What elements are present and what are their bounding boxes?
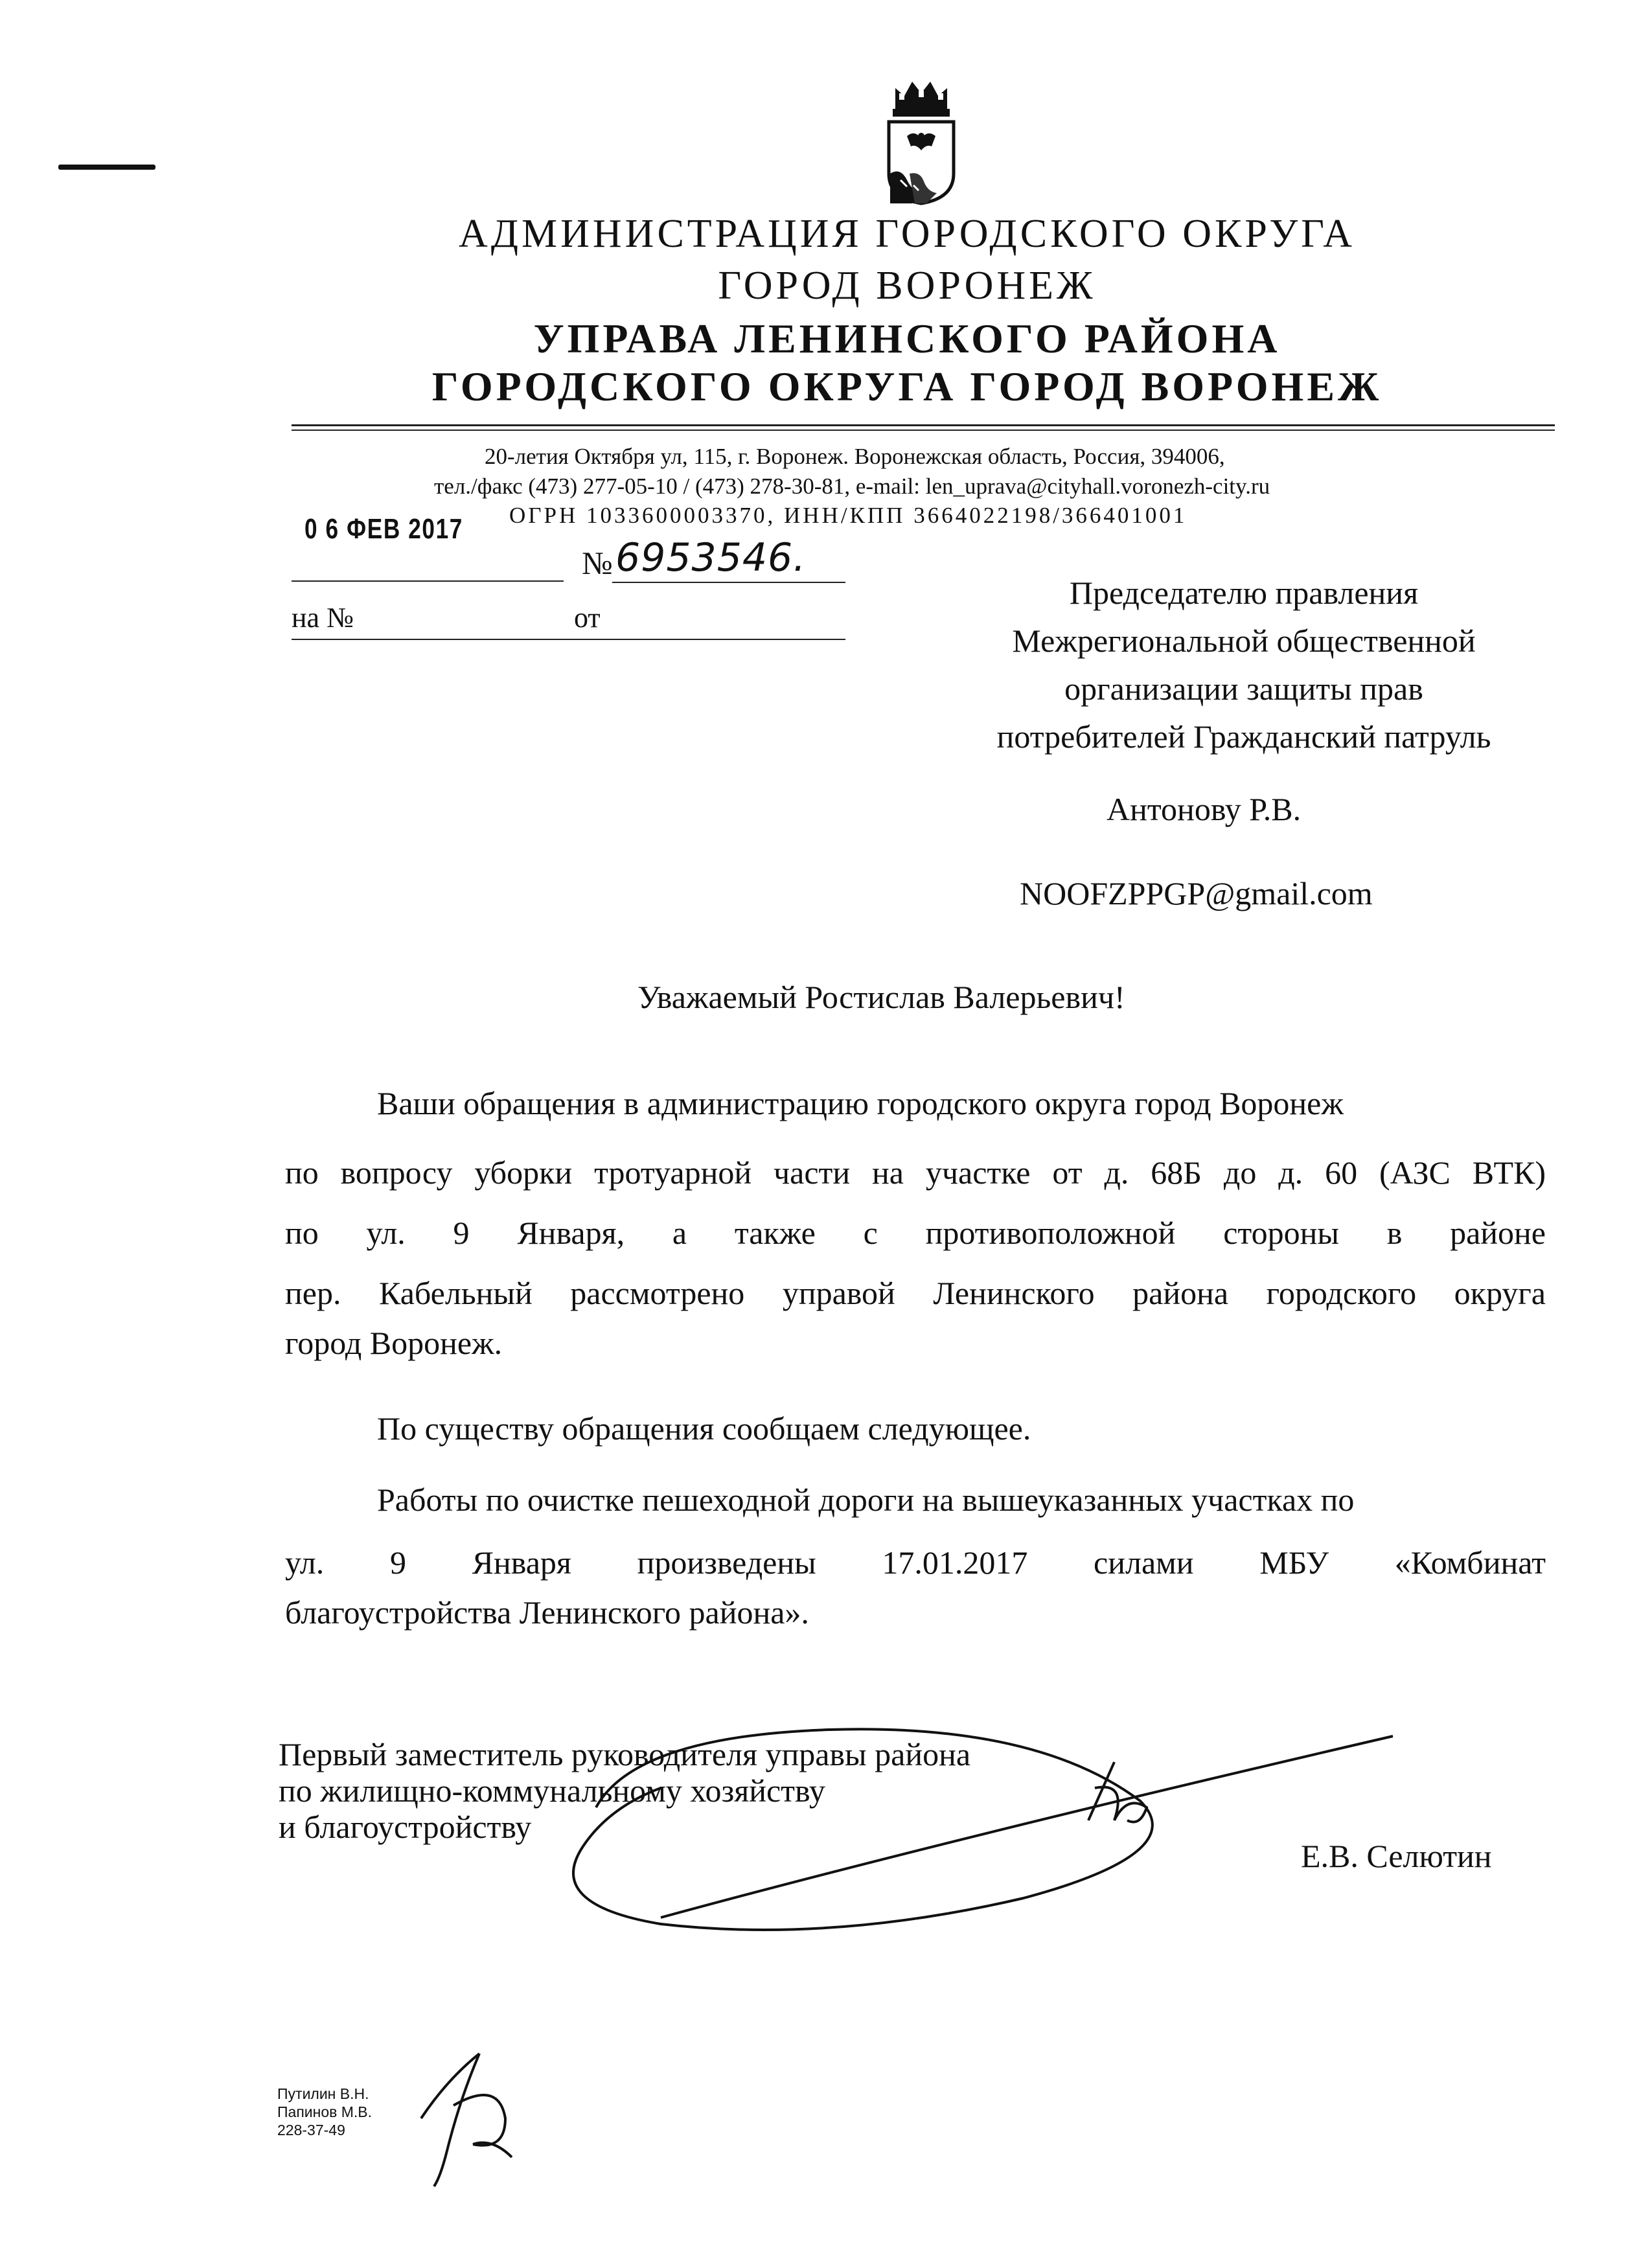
addressee-line-1: Председателю правления	[1069, 575, 1419, 611]
para1-line-1: Ваши обращения в администрацию городского округа город Воронеж	[377, 1085, 1344, 1121]
addressee-line-3: организации защиты прав	[1064, 670, 1423, 707]
para1-line-4: пер. Кабельный рассмотрено управой Ленинского района городского округа	[285, 1275, 1546, 1311]
salutation: Уважаемый Ростислав Валерьевич!	[637, 979, 1125, 1015]
para3-line-1: Работы по очистке пешеходной дороги на вышеуказанных участках по	[377, 1482, 1355, 1518]
position-line-1: Первый заместитель руководителя управы района	[279, 1736, 971, 1772]
para3-line-2: ул. 9 Января произведены 17.01.2017 силами МБУ «Комбинат	[285, 1544, 1546, 1581]
header-line-4: ГОРОДСКОГО ОКРУГА ГОРОД ВОРОНЕЖ	[431, 363, 1382, 409]
position-line-3: и благоустройству	[279, 1809, 532, 1845]
outgoing-number: 6953546.	[615, 535, 807, 580]
addressee-email: NOOFZPPGP@gmail.com	[1020, 875, 1373, 911]
executor-1: Путилин В.Н.	[277, 2085, 369, 2102]
contact-phone-email: тел./факс (473) 277-05-10 / (473) 278-30-81, e-mail: len_uprava@cityhall.voronezh-city.ru	[434, 474, 1270, 499]
coat-of-arms-emblem	[881, 76, 962, 206]
para1-line-5: город Воронеж.	[285, 1325, 503, 1361]
para1-body	[285, 1143, 1546, 1323]
reference-underline	[292, 639, 845, 640]
header-line-2: ГОРОД ВОРОНЕЖ	[718, 264, 1096, 308]
signatory-name: Е.В. Селютин	[1301, 1838, 1492, 1874]
reference-number-label: на №	[292, 602, 354, 634]
date-underline	[292, 580, 564, 582]
position-line-2: по жилищно-коммунальному хозяйству	[279, 1772, 825, 1809]
addressee-name: Антонову Р.В.	[1107, 791, 1302, 827]
addressee-block	[920, 569, 1568, 761]
outgoing-number-label: №	[582, 545, 613, 581]
contact-requisites: ОГРН 1033600003370, ИНН/КПП 3664022198/366401001	[509, 503, 1187, 528]
handwritten-signature	[557, 1710, 1399, 1943]
para2: По существу обращения сообщаем следующее.	[377, 1410, 1031, 1447]
addressee-line-4: потребителей Гражданский патруль	[996, 718, 1491, 755]
header-rule-top	[292, 424, 1555, 426]
outgoing-number-underline	[612, 582, 845, 583]
para1-line-2: по вопросу уборки тротуарной части на участке от д. 68Б до д. 60 (АЗС ВТК)	[285, 1154, 1546, 1191]
date-stamp: 0 6 ФЕВ 2017	[304, 513, 463, 545]
scan-margin-mark	[58, 165, 155, 170]
header-rule-bottom	[292, 430, 1555, 431]
header-line-1: АДМИНИСТРАЦИЯ ГОРОДСКОГО ОКРУГА	[458, 212, 1356, 256]
addressee-line-2: Межрегиональной общественной	[1012, 623, 1476, 659]
para3-line-3: благоустройства Ленинского района».	[285, 1594, 809, 1631]
executor-signature	[408, 2041, 538, 2190]
executors-block	[277, 2085, 372, 2139]
contact-address: 20-летия Октября ул, 115, г. Воронеж. Воронежская область, Россия, 394006,	[485, 444, 1225, 469]
para3-body	[285, 1537, 1546, 1588]
reference-from-label: от	[574, 602, 601, 634]
executor-2: Папинов М.В.	[277, 2103, 373, 2120]
para1-line-3: по ул. 9 Января, а также с противоположной стороны в районе	[285, 1215, 1546, 1251]
executor-phone: 228-37-49	[277, 2122, 345, 2138]
header-line-3: УПРАВА ЛЕНИНСКОГО РАЙОНА	[533, 315, 1281, 361]
